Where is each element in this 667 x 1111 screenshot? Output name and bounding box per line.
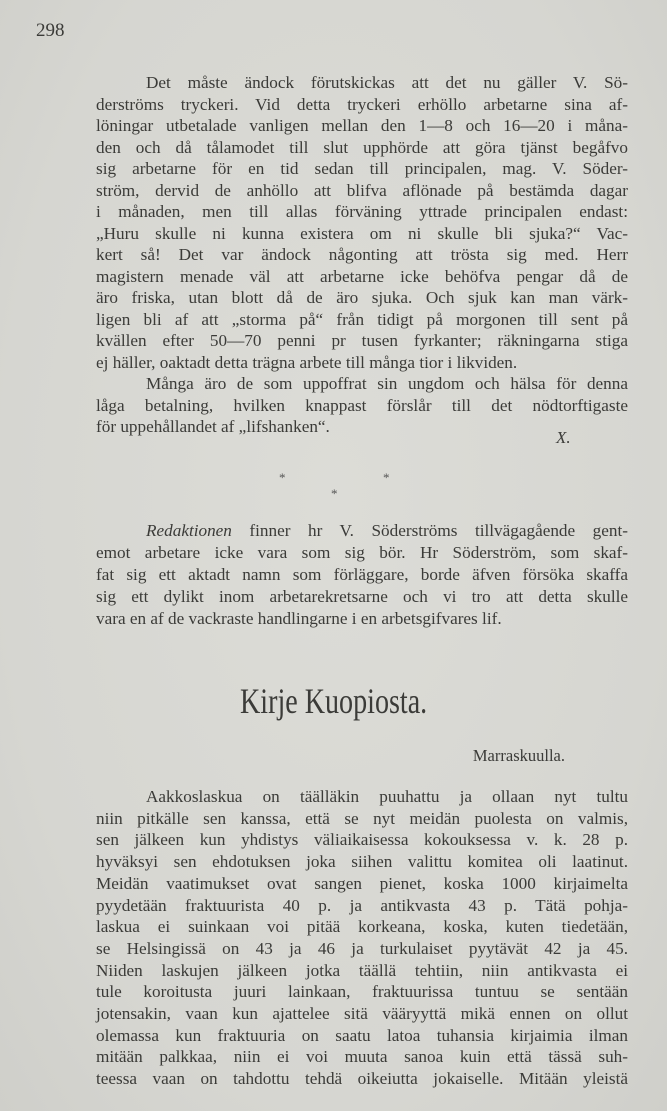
text-line: ligen bli af att „storma på“ från tidigt på morgonen till sent på: [96, 309, 628, 329]
text-line: den och då tålamodet till slut upphörde att göra tjänst begåfvo: [96, 137, 628, 157]
text-line: se Helsingissä on 43 ja 46 ja turkulaiset pyytävät 42 ja 45.: [96, 938, 628, 958]
text-line: Det måste ändock förutskickas att det nu gäller V. Sö-: [146, 73, 628, 92]
text-line: i månaden, men till allas förväning yttrade principalen endast:: [96, 202, 628, 221]
separator-star: *: [331, 486, 338, 501]
text-line: jotensakin, vaan kun ajattelee sitä vääryyttä mikä ennen on ollut: [96, 1004, 628, 1023]
text-line: laskua ei suinkaan voi pitää korkeana, koska, kuten tiedetään,: [96, 917, 628, 937]
text-line: hyväksyi sen ehdotuksen joka siihen valittu komitea oli laatinut.: [96, 852, 628, 872]
text-line: kvällen efter 50—70 penni pr tusen fyrkanter; räkningarna stiga: [96, 331, 628, 350]
text-line: „Huru skulle ni kunna existera om ni skulle bli sjuka?“ Vac-: [96, 223, 628, 243]
page-number: 298: [36, 20, 65, 41]
text-line-rest: finner hr V. Söderströms tillvägagående gent-: [231, 521, 628, 540]
text-line: för uppehållandet af „lifshanken“.: [96, 417, 330, 436]
text-line: ström, dervid de anhöllo att blifva aflönade på bestämda dagar: [96, 180, 628, 200]
text-line: sig ett dylikt inom arbetarekretsarne och vi tro att detta skulle: [96, 587, 628, 606]
text-line: [146, 521, 628, 541]
text-line: låga betalning, hvilken knappast förslår till det nödtorftigaste: [96, 395, 628, 415]
text-line: teessa vaan on tahdottu tehdä oikeiutta jokaiselle. Mitään yleistä: [96, 1069, 628, 1089]
text-line: magistern menade väl att arbetarne icke behöfva pengar då de: [96, 266, 628, 286]
text-line: fat sig ett aktadt namn som förläggare, borde äfven försöka skaffa: [96, 565, 628, 584]
separator-star: *: [279, 470, 286, 485]
text-line: ej häller, oaktadt detta trägna arbete till många tior i likviden.: [96, 352, 518, 372]
text-line: Aakkoslaskua on täälläkin puuhattu ja ollaan nyt tultu: [146, 787, 628, 806]
text-line: vara en af de vackraste handlingarne i en arbetsgifvares lif.: [96, 609, 502, 628]
text-line: emot arbetare icke vara som sig bör. Hr Söderström, som skaf-: [96, 543, 628, 562]
text-line: kert så! Det var ändock någonting att trösta sig med. Herr: [96, 245, 628, 264]
text-line: derströms tryckeri. Vid detta tryckeri erhöllo arbetarne sina af-: [96, 94, 628, 114]
text-line: niin pitkälle sen kanssa, että se nyt meidän puolesta on valmis,: [96, 808, 628, 828]
author-signature: X.: [556, 428, 571, 447]
text-line: Meidän vaatimukset ovat sangen pienet, koska 1000 kirjaimelta: [96, 873, 628, 893]
separator-star: *: [383, 470, 390, 485]
text-line: mitään palkkaa, niin ei voi muuta sanoa kuin että tässä suh-: [96, 1047, 628, 1067]
text-line: Niiden laskujen jälkeen jotka täällä tehtiin, niin antikvasta ei: [96, 960, 628, 980]
text-line: olemassa kun fraktuuria on saatu latoa tuhansia kirjaimia ilman: [96, 1025, 628, 1045]
text-line: löningar utbetalade vanligen mellan den 1—8 och 16—20 i måna-: [96, 116, 628, 135]
text-line: äro friska, utan blott då de äro sjuka. Och sjuk kan man värk-: [96, 288, 628, 307]
text-line: pyydetään fraktuurista 40 p. ja antikvasta 43 p. Tätä pohja-: [96, 895, 628, 915]
text-line: sig arbetarne för en tid sedan till principalen, mag. V. Söder-: [96, 159, 628, 178]
text-line: sen jälkeen kun yhdistys väliaikaisessa kokouksessa v. k. 28 p.: [96, 830, 628, 850]
article-dateline: Marraskuulla.: [472, 746, 565, 765]
italic-lead-word: Redaktionen: [146, 521, 232, 540]
text-line: Många äro de som uppoffrat sin ungdom och hälsa för denna: [146, 374, 628, 393]
text-line: tule koroitusta juuri lainkaan, fraktuurissa tuntuu se sentään: [96, 982, 628, 1002]
article-title: Kirje Kuopiosta.: [240, 681, 428, 721]
